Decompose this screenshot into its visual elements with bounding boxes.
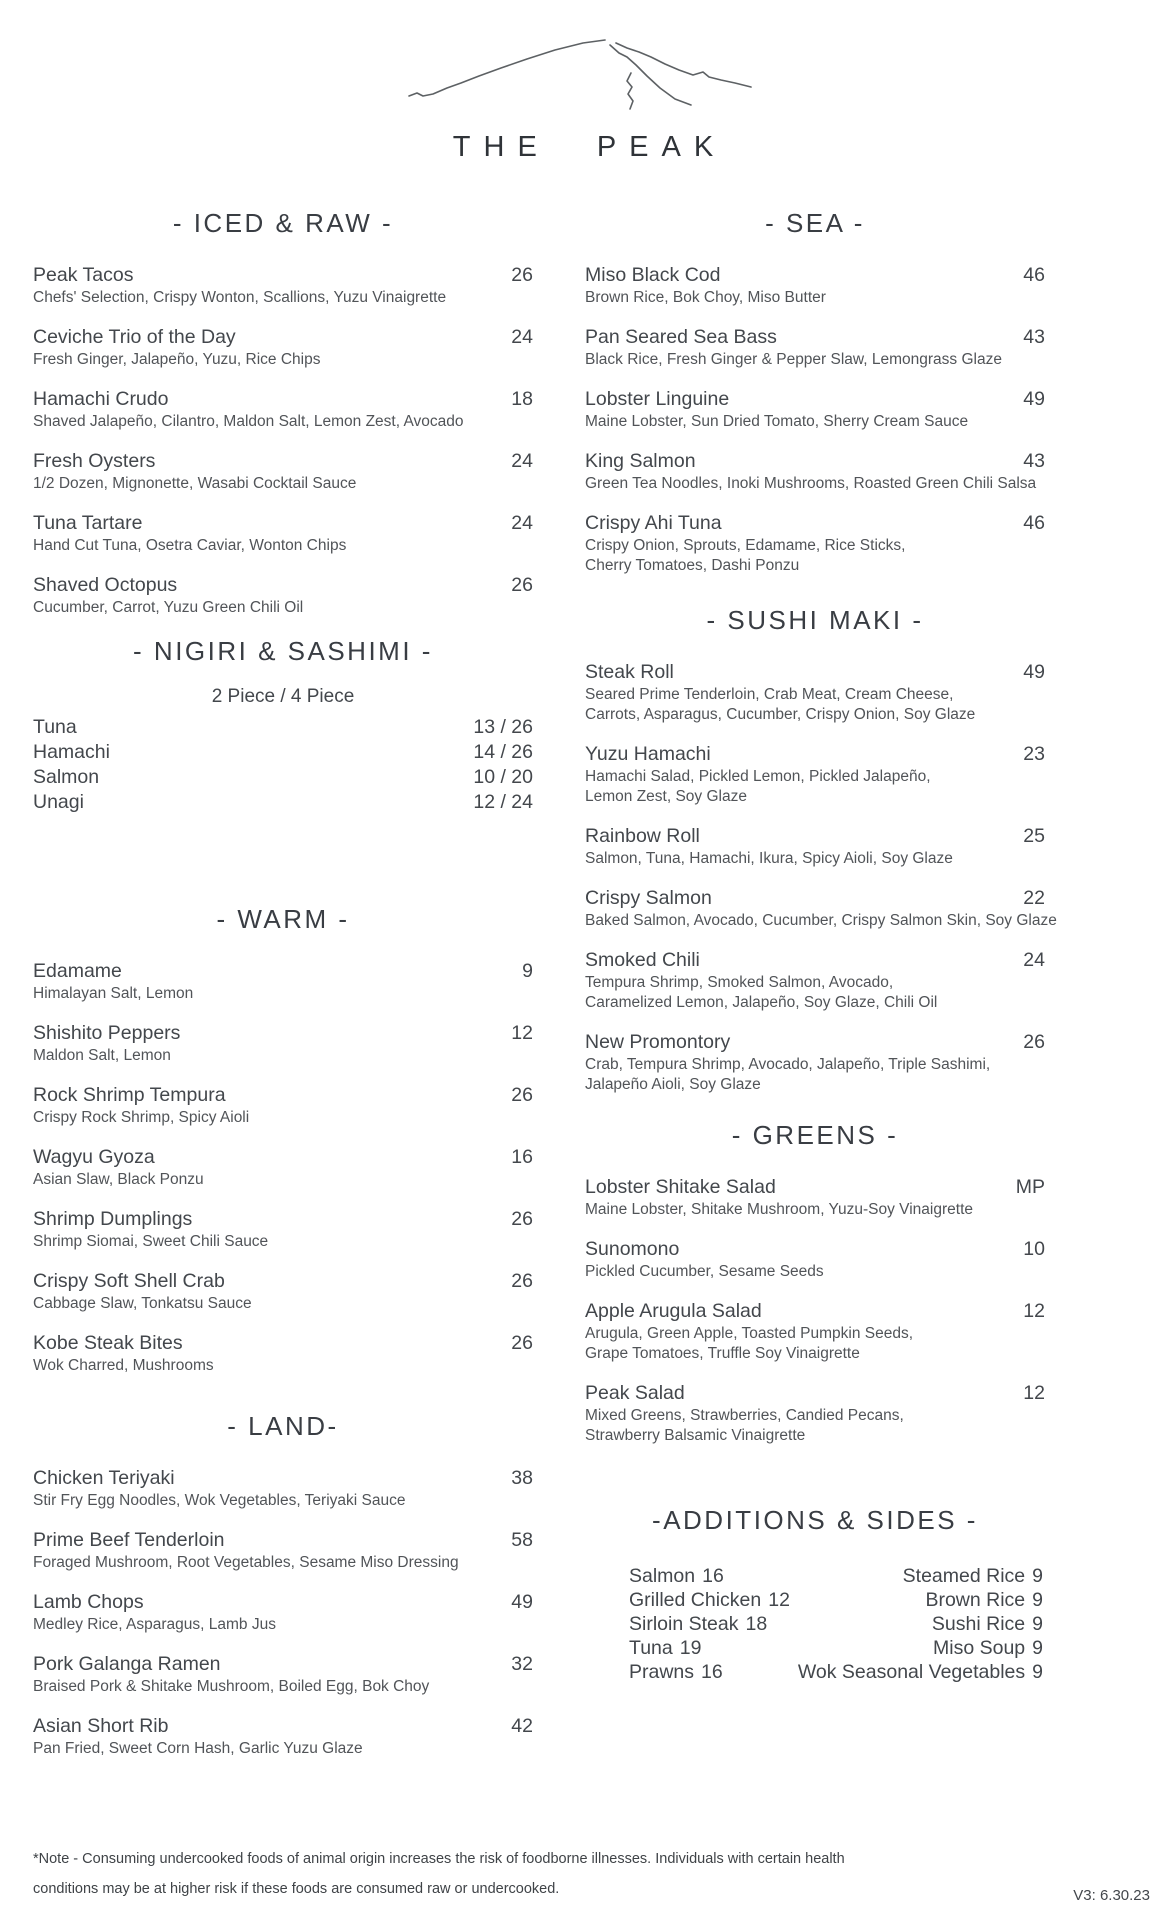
item-name: Apple Arugula Salad bbox=[585, 1300, 762, 1322]
item-name: Crispy Salmon bbox=[585, 887, 712, 909]
item-price: 24 bbox=[511, 326, 533, 348]
item-row bbox=[585, 887, 1045, 910]
menu-item bbox=[585, 1031, 1045, 1094]
section-title-land: - LAND- bbox=[227, 1411, 339, 1441]
item-row bbox=[33, 1332, 533, 1355]
item-desc: Crispy Onion, Sprouts, Edamame, Rice Sticks, bbox=[585, 537, 906, 554]
item-price: 10 bbox=[1023, 1238, 1045, 1260]
addition-price: 9 bbox=[1032, 1613, 1043, 1635]
item-row bbox=[33, 741, 533, 764]
menu-item bbox=[33, 1022, 533, 1065]
item-name: Hamachi bbox=[33, 741, 110, 763]
item-name: Hamachi Crudo bbox=[33, 388, 169, 410]
item-desc: 1/2 Dozen, Mignonette, Wasabi Cocktail Sauce bbox=[33, 475, 357, 492]
menu-item bbox=[585, 388, 1045, 431]
menu-item bbox=[585, 450, 1045, 493]
item-price: 26 bbox=[511, 1270, 533, 1292]
menu-item bbox=[33, 716, 533, 739]
item-desc: Hand Cut Tuna, Osetra Caviar, Wonton Chips bbox=[33, 537, 347, 554]
item-desc: Maine Lobster, Sun Dried Tomato, Sherry Cream Sauce bbox=[585, 413, 969, 430]
menu-column-left bbox=[33, 208, 533, 1777]
item-name: Shishito Peppers bbox=[33, 1022, 181, 1044]
item-desc: Braised Pork & Shitake Mushroom, Boiled Egg, Bok Choy bbox=[33, 1678, 430, 1695]
item-name: New Promontory bbox=[585, 1031, 731, 1053]
addition-price: 16 bbox=[701, 1661, 723, 1683]
item-name: Pan Seared Sea Bass bbox=[585, 326, 777, 348]
item-price: 25 bbox=[1023, 825, 1045, 847]
section-title-additions-sides: -ADDITIONS & SIDES - bbox=[652, 1505, 978, 1535]
addition-price: 9 bbox=[1032, 1589, 1043, 1611]
addition-price: 12 bbox=[768, 1589, 790, 1611]
menu-item bbox=[33, 766, 533, 789]
item-row bbox=[33, 1270, 533, 1293]
menu-item bbox=[33, 388, 533, 431]
item-name: Rainbow Roll bbox=[585, 825, 700, 847]
item-desc: Brown Rice, Bok Choy, Miso Butter bbox=[585, 289, 826, 306]
addition-price: 16 bbox=[702, 1565, 724, 1587]
item-price: 12 bbox=[511, 1022, 533, 1044]
item-desc: Himalayan Salt, Lemon bbox=[33, 985, 194, 1002]
section-title-iced-raw: - ICED & RAW - bbox=[172, 208, 394, 238]
menu-item bbox=[585, 949, 1045, 1012]
item-desc: Pickled Cucumber, Sesame Seeds bbox=[585, 1263, 824, 1280]
addition-price: 18 bbox=[745, 1613, 768, 1635]
item-price: 26 bbox=[511, 264, 533, 286]
item-name: Unagi bbox=[33, 791, 84, 813]
item-name: Prime Beef Tenderloin bbox=[33, 1529, 225, 1551]
item-row bbox=[585, 450, 1045, 473]
item-name: Smoked Chili bbox=[585, 949, 700, 971]
addition-price: 9 bbox=[1032, 1661, 1043, 1683]
item-row bbox=[33, 264, 533, 287]
item-name: King Salmon bbox=[585, 450, 696, 472]
item-name: Shrimp Dumplings bbox=[33, 1208, 193, 1230]
addition-item bbox=[798, 1613, 1043, 1636]
item-desc: Baked Salmon, Avocado, Cucumber, Crispy Salmon Skin, Soy Glaze bbox=[585, 912, 1057, 929]
item-row bbox=[33, 1591, 533, 1614]
section-title-nigiri-sashimi: - NIGIRI & SASHIMI - bbox=[133, 636, 433, 666]
menu-item bbox=[585, 512, 1045, 575]
item-name: Crispy Ahi Tuna bbox=[585, 512, 722, 534]
item-name: Peak Salad bbox=[585, 1382, 685, 1404]
item-price: 16 bbox=[511, 1146, 533, 1168]
item-desc: Wok Charred, Mushrooms bbox=[33, 1357, 214, 1374]
item-price: 32 bbox=[511, 1653, 533, 1675]
menu-item bbox=[33, 264, 533, 307]
item-price: 38 bbox=[511, 1467, 533, 1489]
menu-item bbox=[585, 743, 1045, 806]
addition-item bbox=[798, 1661, 1043, 1684]
item-desc: Chefs' Selection, Crispy Wonton, Scallions, Yuzu Vinaigrette bbox=[33, 289, 447, 306]
addition-item bbox=[798, 1589, 1043, 1612]
item-desc: Shaved Jalapeño, Cilantro, Maldon Salt, Lemon Zest, Avocado bbox=[33, 413, 464, 430]
section-sushi-maki bbox=[585, 605, 1057, 1094]
item-name: Shaved Octopus bbox=[33, 574, 178, 596]
item-price: 24 bbox=[511, 512, 533, 534]
restaurant-title: THE PEAK bbox=[452, 131, 727, 163]
additions-col_b bbox=[798, 1565, 1043, 1685]
menu-item bbox=[33, 1332, 533, 1375]
menu-item bbox=[33, 741, 533, 764]
item-price: 26 bbox=[511, 574, 533, 596]
item-row bbox=[33, 574, 533, 597]
item-name: Tuna bbox=[33, 716, 77, 738]
item-desc: Medley Rice, Asparagus, Lamb Jus bbox=[33, 1616, 276, 1633]
addition-item bbox=[629, 1565, 790, 1588]
item-desc: Mixed Greens, Strawberries, Candied Pecans, bbox=[585, 1407, 904, 1424]
menu-version: V3: 6.30.23 bbox=[1073, 1887, 1150, 1904]
item-desc: Strawberry Balsamic Vinaigrette bbox=[585, 1427, 806, 1444]
item-price: 14 / 26 bbox=[473, 741, 533, 763]
item-desc: Crispy Rock Shrimp, Spicy Aioli bbox=[33, 1109, 250, 1126]
menu-item bbox=[33, 326, 533, 369]
item-name: Miso Black Cod bbox=[585, 264, 721, 286]
item-row bbox=[585, 1031, 1045, 1054]
addition-item bbox=[629, 1589, 790, 1612]
menu-item bbox=[33, 574, 533, 617]
item-row bbox=[33, 1146, 533, 1169]
item-desc: Asian Slaw, Black Ponzu bbox=[33, 1171, 204, 1188]
item-desc: Cabbage Slaw, Tonkatsu Sauce bbox=[33, 1295, 252, 1312]
menu-item bbox=[585, 825, 1045, 868]
item-desc: Caramelized Lemon, Jalapeño, Soy Glaze, Chili Oil bbox=[585, 994, 938, 1011]
item-row bbox=[585, 1382, 1045, 1405]
item-name: Yuzu Hamachi bbox=[585, 743, 711, 765]
menu-item bbox=[33, 1591, 533, 1634]
item-price: 12 / 24 bbox=[473, 791, 533, 813]
item-desc: Shrimp Siomai, Sweet Chili Sauce bbox=[33, 1233, 269, 1250]
item-desc: Seared Prime Tenderloin, Crab Meat, Cream Cheese, bbox=[585, 686, 954, 703]
menu-column-right bbox=[585, 208, 1057, 1777]
item-price: 24 bbox=[511, 450, 533, 472]
item-row bbox=[585, 1300, 1045, 1323]
addition-label: Steamed Rice bbox=[902, 1565, 1026, 1587]
section-additions-sides bbox=[585, 1505, 1045, 1685]
mountain-logo-icon bbox=[403, 26, 763, 118]
item-row bbox=[33, 1084, 533, 1107]
item-desc: Tempura Shrimp, Smoked Salmon, Avocado, bbox=[585, 974, 894, 991]
item-price: 23 bbox=[1023, 743, 1045, 765]
addition-label: Grilled Chicken bbox=[629, 1589, 762, 1611]
menu-item bbox=[33, 1715, 533, 1758]
section-title-warm: - WARM - bbox=[216, 904, 350, 934]
item-row bbox=[585, 661, 1045, 684]
menu-item bbox=[585, 264, 1045, 307]
item-name: Peak Tacos bbox=[33, 264, 134, 286]
section-title-sea: - SEA - bbox=[765, 208, 865, 238]
item-name: Pork Galanga Ramen bbox=[33, 1653, 221, 1675]
section-title-greens: - GREENS - bbox=[731, 1120, 899, 1150]
item-price: 43 bbox=[1023, 326, 1045, 348]
additions-grid bbox=[585, 1565, 1045, 1685]
menu-item bbox=[33, 1208, 533, 1251]
item-name: Lobster Linguine bbox=[585, 388, 730, 410]
item-desc: Arugula, Green Apple, Toasted Pumpkin Seeds, bbox=[585, 1325, 914, 1342]
item-name: Ceviche Trio of the Day bbox=[33, 326, 236, 348]
menu-item bbox=[33, 1270, 533, 1313]
menu-item bbox=[33, 1529, 533, 1572]
item-price: 26 bbox=[1023, 1031, 1045, 1053]
item-price: 43 bbox=[1023, 450, 1045, 472]
item-desc: Maine Lobster, Shitake Mushroom, Yuzu-Soy Vinaigrette bbox=[585, 1201, 974, 1218]
item-name: Wagyu Gyoza bbox=[33, 1146, 155, 1168]
item-price: 9 bbox=[522, 960, 533, 982]
item-name: Edamame bbox=[33, 960, 122, 982]
item-desc: Cucumber, Carrot, Yuzu Green Chili Oil bbox=[33, 599, 304, 616]
item-price: 46 bbox=[1023, 512, 1045, 534]
menu-item bbox=[585, 1176, 1045, 1219]
section-greens bbox=[585, 1120, 1045, 1445]
item-desc: Foraged Mushroom, Root Vegetables, Sesame Miso Dressing bbox=[33, 1554, 459, 1571]
menu-item bbox=[33, 1467, 533, 1510]
addition-label: Prawns bbox=[629, 1661, 695, 1683]
item-desc: Green Tea Noodles, Inoki Mushrooms, Roasted Green Chili Salsa bbox=[585, 475, 1037, 492]
item-row bbox=[33, 512, 533, 535]
menu-item bbox=[585, 326, 1045, 369]
item-price: 10 / 20 bbox=[473, 766, 533, 788]
item-row bbox=[585, 1238, 1045, 1261]
section-land bbox=[33, 1411, 533, 1758]
addition-label: Wok Seasonal Vegetables bbox=[797, 1661, 1026, 1683]
item-desc: Jalapeño Aioli, Soy Glaze bbox=[585, 1076, 761, 1093]
item-price: 49 bbox=[1023, 661, 1045, 683]
item-desc: Black Rice, Fresh Ginger & Pepper Slaw, Lemongrass Glaze bbox=[585, 351, 1002, 368]
addition-price: 19 bbox=[679, 1637, 702, 1659]
item-row bbox=[33, 960, 533, 983]
item-row bbox=[585, 264, 1045, 287]
menu-header bbox=[0, 0, 1166, 164]
item-price: 24 bbox=[1023, 949, 1045, 971]
addition-label: Sushi Rice bbox=[931, 1613, 1026, 1635]
addition-price: 9 bbox=[1032, 1637, 1043, 1659]
item-row bbox=[585, 743, 1045, 766]
item-row bbox=[33, 716, 533, 739]
item-price: 22 bbox=[1023, 887, 1045, 909]
item-row bbox=[33, 1467, 533, 1490]
item-price: 18 bbox=[511, 388, 533, 410]
menu-item bbox=[585, 1382, 1045, 1445]
consumption-note bbox=[33, 1844, 845, 1904]
item-desc: Lemon Zest, Soy Glaze bbox=[585, 788, 747, 805]
section-subtitle: 2 Piece / 4 Piece bbox=[211, 686, 355, 707]
menu-footer bbox=[33, 1844, 1150, 1904]
item-name: Chicken Teriyaki bbox=[33, 1467, 175, 1489]
item-desc: Fresh Ginger, Jalapeño, Yuzu, Rice Chips bbox=[33, 351, 321, 368]
menu-item bbox=[585, 1238, 1045, 1281]
item-name: Fresh Oysters bbox=[33, 450, 156, 472]
menu-item bbox=[33, 512, 533, 555]
item-price: 49 bbox=[511, 1591, 533, 1613]
item-name: Sunomono bbox=[585, 1238, 680, 1260]
addition-label: Salmon bbox=[629, 1565, 696, 1587]
item-desc: Salmon, Tuna, Hamachi, Ikura, Spicy Aioli, Soy Glaze bbox=[585, 850, 953, 867]
menu-item bbox=[33, 960, 533, 1003]
menu-item bbox=[33, 450, 533, 493]
item-desc: Carrots, Asparagus, Cucumber, Crispy Onion, Soy Glaze bbox=[585, 706, 976, 723]
item-name: Asian Short Rib bbox=[33, 1715, 169, 1737]
item-row bbox=[33, 1022, 533, 1045]
item-price: 26 bbox=[511, 1332, 533, 1354]
menu-item bbox=[33, 1653, 533, 1696]
item-price: 46 bbox=[1023, 264, 1045, 286]
item-desc: Pan Fried, Sweet Corn Hash, Garlic Yuzu Glaze bbox=[33, 1740, 363, 1757]
item-desc: Hamachi Salad, Pickled Lemon, Pickled Jalapeño, bbox=[585, 768, 931, 785]
addition-item bbox=[629, 1661, 790, 1684]
item-price: 13 / 26 bbox=[473, 716, 533, 738]
item-row bbox=[33, 326, 533, 349]
menu-item bbox=[33, 791, 533, 814]
item-desc: Grape Tomatoes, Truffle Soy Vinaigrette bbox=[585, 1345, 860, 1362]
menu-body bbox=[0, 208, 1166, 1777]
addition-item bbox=[629, 1637, 790, 1660]
addition-item bbox=[798, 1637, 1043, 1660]
section-nigiri-sashimi bbox=[33, 636, 533, 814]
item-row bbox=[33, 1715, 533, 1738]
addition-item bbox=[629, 1613, 790, 1636]
menu-item bbox=[33, 1146, 533, 1189]
addition-label: Tuna bbox=[629, 1637, 673, 1659]
menu-item bbox=[585, 1300, 1045, 1363]
item-row bbox=[33, 1653, 533, 1676]
item-row bbox=[585, 388, 1045, 411]
item-price: 26 bbox=[511, 1208, 533, 1230]
item-row bbox=[585, 825, 1045, 848]
item-row bbox=[585, 512, 1045, 535]
item-row bbox=[585, 326, 1045, 349]
additions-col_a bbox=[629, 1565, 790, 1685]
item-price: 12 bbox=[1023, 1382, 1045, 1404]
menu-item bbox=[585, 887, 1057, 930]
item-name: Kobe Steak Bites bbox=[33, 1332, 183, 1354]
addition-item bbox=[798, 1565, 1043, 1588]
item-name: Steak Roll bbox=[585, 661, 674, 683]
menu-item bbox=[33, 1084, 533, 1127]
section-iced-raw bbox=[33, 208, 533, 617]
item-row bbox=[585, 1176, 1045, 1199]
item-row bbox=[33, 388, 533, 411]
item-name: Lamb Chops bbox=[33, 1591, 144, 1613]
item-row bbox=[33, 450, 533, 473]
item-price: MP bbox=[1015, 1176, 1045, 1198]
item-desc: Crab, Tempura Shrimp, Avocado, Jalapeño, Triple Sashimi, bbox=[585, 1056, 991, 1073]
item-row bbox=[33, 791, 533, 814]
item-name: Lobster Shitake Salad bbox=[585, 1176, 776, 1198]
section-warm bbox=[33, 904, 533, 1375]
item-price: 12 bbox=[1023, 1300, 1045, 1322]
addition-label: Brown Rice bbox=[925, 1589, 1026, 1611]
section-sea bbox=[585, 208, 1045, 575]
item-name: Salmon bbox=[33, 766, 100, 788]
menu-item bbox=[585, 661, 1045, 724]
item-desc: Cherry Tomatoes, Dashi Ponzu bbox=[585, 557, 800, 574]
consumption-note-line1: *Note - Consuming undercooked foods of animal origin increases the risk of foodborne illnesses. Individuals with certain health bbox=[33, 1851, 845, 1867]
item-row bbox=[33, 1529, 533, 1552]
item-desc: Stir Fry Egg Noodles, Wok Vegetables, Teriyaki Sauce bbox=[33, 1492, 406, 1509]
item-row bbox=[33, 766, 533, 789]
addition-label: Miso Soup bbox=[933, 1637, 1026, 1659]
item-price: 26 bbox=[511, 1084, 533, 1106]
item-row bbox=[585, 949, 1045, 972]
item-desc: Maldon Salt, Lemon bbox=[33, 1047, 171, 1064]
item-price: 42 bbox=[511, 1715, 533, 1737]
item-name: Crispy Soft Shell Crab bbox=[33, 1270, 225, 1292]
addition-price: 9 bbox=[1032, 1565, 1043, 1587]
consumption-note-line2: conditions may be at higher risk if these foods are consumed raw or undercooked. bbox=[33, 1881, 560, 1897]
section-title-sushi-maki: - SUSHI MAKI - bbox=[706, 605, 924, 635]
item-row bbox=[33, 1208, 533, 1231]
addition-label: Sirloin Steak bbox=[629, 1613, 739, 1635]
item-name: Rock Shrimp Tempura bbox=[33, 1084, 226, 1106]
item-price: 58 bbox=[511, 1529, 533, 1551]
item-name: Tuna Tartare bbox=[33, 512, 143, 534]
item-price: 49 bbox=[1023, 388, 1045, 410]
